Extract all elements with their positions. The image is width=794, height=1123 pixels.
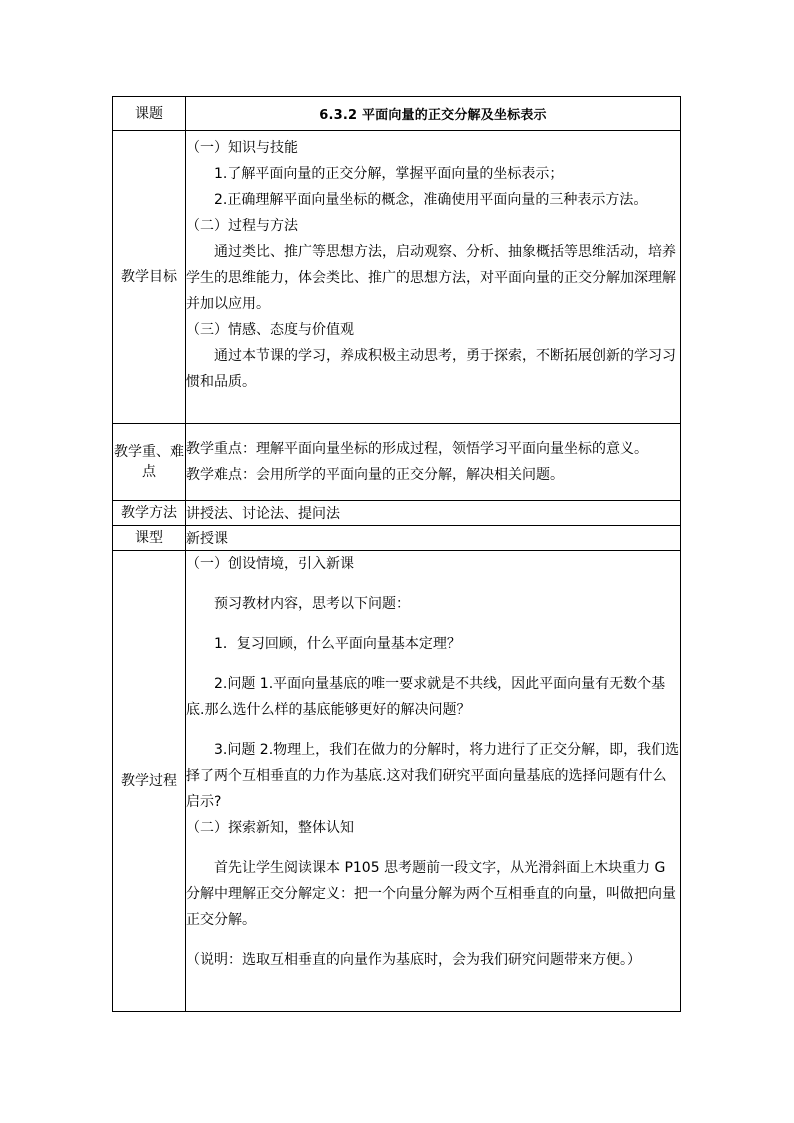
process-row [113, 551, 681, 1012]
objective-section-3-title: （三）情感、态度与价值观 [186, 322, 354, 338]
objective-section-2-title: （二）过程与方法 [186, 218, 298, 234]
objectives-content [186, 131, 681, 424]
process-note: （说明：选取互相垂直的向量作为基底时，会为我们研究问题带来方便。） [186, 952, 641, 968]
question-3: 3.问题 2.物理上，我们在做力的分解时，将力进行了正交分解，即，我们选择了两个互相垂直的力作为基底.这对我们研究平面向量基底的选择问题有什么启示? [186, 742, 680, 810]
method-value: 讲授法、讨论法、提问法 [186, 501, 681, 526]
objectives-label: 教学目标 [113, 131, 186, 424]
objective-section-3-text: 通过本节课的学习，养成积极主动思考，勇于探索，不断拓展创新的学习习惯和品质。 [186, 348, 676, 390]
objective-item-1: 1.了解平面向量的正交分解，掌握平面向量的坐标表示； [214, 166, 564, 182]
objective-section-2-text: 通过类比、推广等思想方法，启动观察、分析、抽象概括等思维活动，培养学生的思维能力，体会类比、推广的思想方法，对平面向量的正交分解加深理解并加以应用。 [186, 244, 676, 312]
key-points-content [186, 424, 681, 501]
method-row [113, 501, 681, 526]
difficult-point-text: 教学难点：会用所学的平面向量的正交分解，解决相关问题。 [186, 467, 564, 483]
key-points-row [113, 424, 681, 501]
lesson-type-label: 课型 [113, 526, 186, 551]
question-2: 2.问题 1.平面向量基底的唯一要求就是不共线，因此平面向量有无数个基底.那么选什么样的基底能够更好的解决问题？ [186, 676, 666, 718]
objective-section-1-title: （一）知识与技能 [186, 140, 298, 156]
process-content [186, 551, 681, 1012]
title-row [113, 97, 681, 131]
question-1: 1．复习回顾，什么平面向量基本定理？ [214, 636, 461, 652]
process-intro: 预习教材内容，思考以下问题： [214, 596, 410, 612]
lesson-title: 6.3.2 平面向量的正交分解及坐标表示 [186, 97, 681, 131]
lesson-plan-table [112, 96, 681, 1012]
process-label: 教学过程 [113, 551, 186, 1012]
process-section-1-title: （一）创设情境，引入新课 [186, 556, 354, 572]
key-points-label: 教学重、难点 [113, 424, 186, 501]
objective-item-2: 2.正确理解平面向量坐标的概念，准确使用平面向量的三种表示方法。 [214, 192, 648, 208]
objectives-row [113, 131, 681, 424]
lesson-type-row [113, 526, 681, 551]
key-point-text: 教学重点：理解平面向量坐标的形成过程，领悟学习平面向量坐标的意义。 [186, 441, 648, 457]
lesson-type-value: 新授课 [186, 526, 681, 551]
title-label: 课题 [113, 97, 186, 131]
explore-text: 首先让学生阅读课本 P105 思考题前一段文字，从光滑斜面上木块重力 G 分解中理解正交分解定义：把一个向量分解为两个互相垂直的向量，叫做把向量正交分解。 [186, 860, 676, 928]
method-label: 教学方法 [113, 501, 186, 526]
process-section-2-title: （二）探索新知，整体认知 [186, 820, 354, 836]
